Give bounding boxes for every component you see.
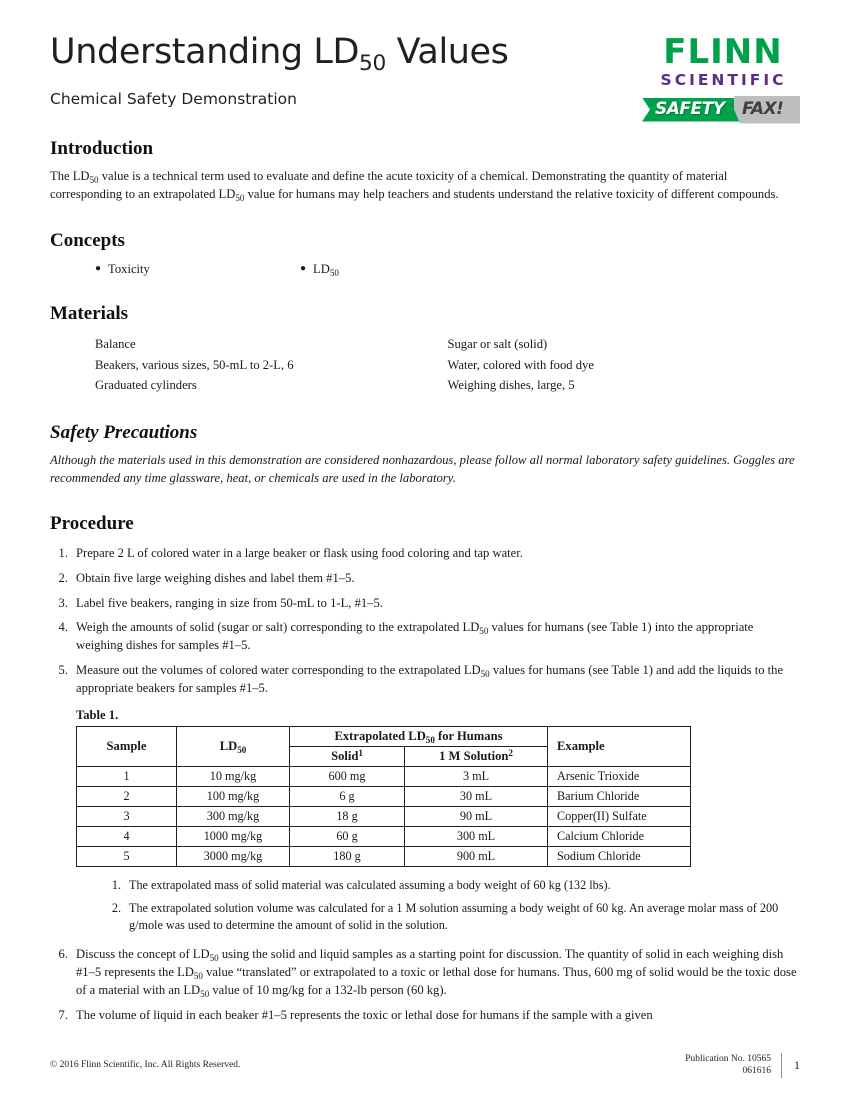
cell-sample: 5: [77, 846, 177, 866]
document-header: [50, 0, 800, 118]
procedure-step: [50, 946, 800, 1000]
procedure-step: [50, 662, 800, 698]
page-footer: [50, 1053, 800, 1078]
procedure-step-list-continued: [50, 946, 800, 1025]
step-text-a: The volume of liquid in each beaker #1–5 represents the toxic or lethal dose for humans if the sample with a given: [76, 1007, 653, 1022]
table-row: [77, 826, 691, 846]
step-text-a: Label five beakers, ranging in size from 50-mL to 1-L, #1–5.: [76, 595, 383, 610]
table-row: [77, 786, 691, 806]
step-sub: 50: [479, 626, 489, 637]
ld50-table: [76, 726, 691, 867]
step-text-a: Obtain five large weighing dishes and label them #1–5.: [76, 570, 355, 585]
footnote-number: 1.: [111, 877, 121, 892]
concept-label: LD: [313, 261, 330, 276]
cell-example: Copper(II) Sulfate: [548, 806, 691, 826]
step-text-b: using the solid and liquid samples as a starting point for discussion. The quantity of solid in each weighing dish #1–5 represents the LD: [76, 946, 784, 979]
step-text-b: values for humans (see Table 1) and add the liquids to the appropriate beakers for samples #1–5.: [76, 663, 784, 696]
step-text-a: Measure out the volumes of colored water corresponding to the extrapolated LD: [76, 663, 481, 678]
header-solution-text: 1 M Solution: [439, 748, 509, 763]
materials-column-right: [448, 334, 801, 396]
intro-sub-2: 50: [235, 192, 245, 203]
footnote-number: 2.: [111, 900, 121, 915]
table-row: [77, 806, 691, 826]
header-ld50: [177, 726, 290, 766]
step-sub-1: 50: [209, 952, 219, 963]
heading-materials: Materials: [50, 302, 129, 324]
bullet-icon: ●: [300, 262, 307, 274]
cell-solution: 3 mL: [405, 766, 548, 786]
flinn-scientific-logo: [642, 32, 800, 140]
table-header-row-group: [77, 726, 691, 746]
procedure-step: [50, 595, 800, 613]
cell-ld50: 100 mg/kg: [177, 786, 290, 806]
page-subtitle: Chemical Safety Demonstration: [50, 90, 297, 108]
table-footnote: [105, 877, 800, 895]
step-sub-3: 50: [200, 988, 210, 999]
header-solution-sup: 2: [508, 748, 513, 759]
footer-publication-block: [685, 1053, 800, 1078]
step-number: 7.: [58, 1007, 68, 1022]
materials-column-left: [95, 334, 448, 396]
step-text-a: Prepare 2 L of colored water in a large beaker or flask using food coloring and tap water.: [76, 545, 523, 560]
step-number: 5.: [58, 663, 68, 678]
step-text: [76, 946, 800, 1000]
header-solid-text: Solid: [331, 748, 359, 763]
step-number: 4.: [58, 620, 68, 635]
cell-example: Barium Chloride: [548, 786, 691, 806]
step-number: 3.: [58, 595, 68, 610]
step-text: [76, 595, 800, 613]
procedure-step: [50, 570, 800, 588]
cell-sample: 3: [77, 806, 177, 826]
publication-number: Publication No. 10565: [685, 1053, 771, 1064]
header-ld50-text: LD: [219, 738, 238, 753]
material-item: Sugar or salt (solid): [447, 336, 548, 351]
step-text: [76, 619, 800, 655]
table-footnote-list: [105, 877, 800, 935]
intro-text-c: value for humans may help teachers and students understand the relative toxicity of different compounds.: [244, 186, 779, 201]
header-solid-sup: 1: [358, 748, 363, 759]
heading-introduction: Introduction: [50, 138, 154, 159]
safety-precautions-text: Although the materials used in this demonstration are considered nonhazardous, please follow all normal laboratory safety guidelines. Goggles are recommended any time glassware, heat, or chemicals are used in the laboratory.: [50, 453, 795, 485]
procedure-step: [50, 1007, 800, 1025]
header-sample: Sample: [77, 726, 177, 766]
concept-item: [300, 262, 505, 277]
footnote-text: The extrapolated mass of solid material was calculated assuming a body weight of 60 kg (132 lbs).: [129, 877, 611, 892]
step-number: 2.: [58, 570, 68, 585]
cell-sample: 2: [77, 786, 177, 806]
cell-solid: 180 g: [290, 846, 405, 866]
procedure-step: [50, 545, 800, 563]
material-item: Weighing dishes, large, 5: [447, 378, 575, 393]
concept-label: Toxicity: [108, 261, 150, 276]
header-ld50-sub: 50: [237, 744, 247, 755]
group-header-sub: 50: [425, 734, 435, 745]
step-text-a: Discuss the concept of LD: [76, 946, 210, 961]
heading-procedure: Procedure: [50, 512, 134, 534]
cell-solution: 30 mL: [405, 786, 548, 806]
publication-info: [685, 1053, 781, 1078]
copyright-text: © 2016 Flinn Scientific, Inc. All Rights Reserved.: [50, 1060, 241, 1071]
step-text-d: value of 10 mg/kg for a 132-lb person (60 kg).: [209, 982, 447, 997]
cell-ld50: 1000 mg/kg: [177, 826, 290, 846]
page-title: [50, 32, 509, 76]
footnote-text: The extrapolated solution volume was calculated for a 1 M solution assuming a body weight of 60 kg. An average molar mass of 200 g/mole was used to determine the amount of solid in the solution.: [129, 900, 779, 933]
header-example: Example: [548, 726, 691, 766]
heading-safety-precautions: Safety Precautions: [50, 422, 198, 444]
logo-brand-text: FLINN: [663, 32, 783, 72]
cell-ld50: 300 mg/kg: [177, 806, 290, 826]
safety-fax-banner: [642, 96, 800, 125]
table-footnote: [105, 900, 800, 935]
step-text: [76, 662, 800, 698]
document-code: 061616: [742, 1066, 771, 1077]
cell-solid: 18 g: [290, 806, 405, 826]
cell-solid: 600 mg: [290, 766, 405, 786]
step-text-b: values for humans (see Table 1) into the appropriate weighing dishes for samples #1–5.: [76, 620, 754, 653]
cell-example: Sodium Chloride: [548, 846, 691, 866]
page-title-subscript: 50: [359, 50, 386, 76]
step-text: [76, 545, 800, 563]
intro-sub-1: 50: [89, 174, 99, 185]
cell-solution: 90 mL: [405, 806, 548, 826]
cell-solid: 60 g: [290, 826, 405, 846]
intro-text-a: The LD: [50, 169, 90, 183]
concept-item: [95, 262, 300, 277]
material-item: Graduated cylinders: [95, 378, 197, 393]
table-row: [77, 846, 691, 866]
material-item: Beakers, various sizes, 50-mL to 2-L, 6: [95, 357, 294, 372]
cell-solid: 6 g: [290, 786, 405, 806]
header-solution: [405, 746, 548, 766]
banner-safety-text: SAFETY: [655, 98, 725, 119]
material-item: Water, colored with food dye: [447, 357, 594, 372]
step-number: 1.: [58, 545, 68, 560]
material-item: Balance: [95, 336, 136, 351]
logo-brand-subtext: SCIENTIFIC: [660, 71, 787, 89]
cell-sample: 1: [77, 766, 177, 786]
step-sub: 50: [480, 669, 490, 680]
step-text: [76, 570, 800, 588]
group-header-text: Extrapolated LD: [334, 728, 426, 743]
cell-example: Arsenic Trioxide: [548, 766, 691, 786]
procedure-step-list: [50, 545, 800, 698]
banner-fax-text: FAX!: [742, 98, 784, 119]
heading-concepts: Concepts: [50, 229, 125, 251]
table-caption: Table 1.: [76, 707, 119, 722]
table-row: [77, 766, 691, 786]
step-text-a: Weigh the amounts of solid (sugar or salt) corresponding to the extrapolated LD: [76, 620, 480, 635]
step-number: 6.: [58, 946, 68, 961]
step-sub-2: 50: [193, 970, 203, 981]
materials-list: [95, 334, 800, 396]
concept-label-sub: 50: [329, 267, 339, 278]
cell-solution: 900 mL: [405, 846, 548, 866]
intro-text-b: value is a technical term used to evaluate and define the acute toxicity of a chemical. Demonstrating the quantity of material corresponding to an extrapolated LD: [50, 169, 728, 201]
header-solid: [290, 746, 405, 766]
page-title-main: Understanding LD: [50, 32, 360, 72]
step-text-c: value “translated” or extrapolated to a toxic or lethal dose for humans. Thus, 600 mg of solid would be the toxic dose of a material with an LD: [76, 964, 797, 997]
page-number: 1: [781, 1053, 800, 1078]
cell-sample: 4: [77, 826, 177, 846]
introduction-paragraph: [50, 168, 800, 204]
bullet-icon: ●: [95, 262, 102, 274]
cell-example: Calcium Chloride: [548, 826, 691, 846]
page-title-tail: Values: [385, 32, 509, 72]
cell-ld50: 3000 mg/kg: [177, 846, 290, 866]
step-text: [76, 1007, 800, 1025]
cell-solution: 300 mL: [405, 826, 548, 846]
concepts-list: [95, 262, 800, 277]
group-header-tail: for Humans: [434, 728, 503, 743]
procedure-step: [50, 619, 800, 655]
table-block: [76, 708, 800, 867]
header-extrapolated-group: [290, 726, 548, 746]
cell-ld50: 10 mg/kg: [177, 766, 290, 786]
